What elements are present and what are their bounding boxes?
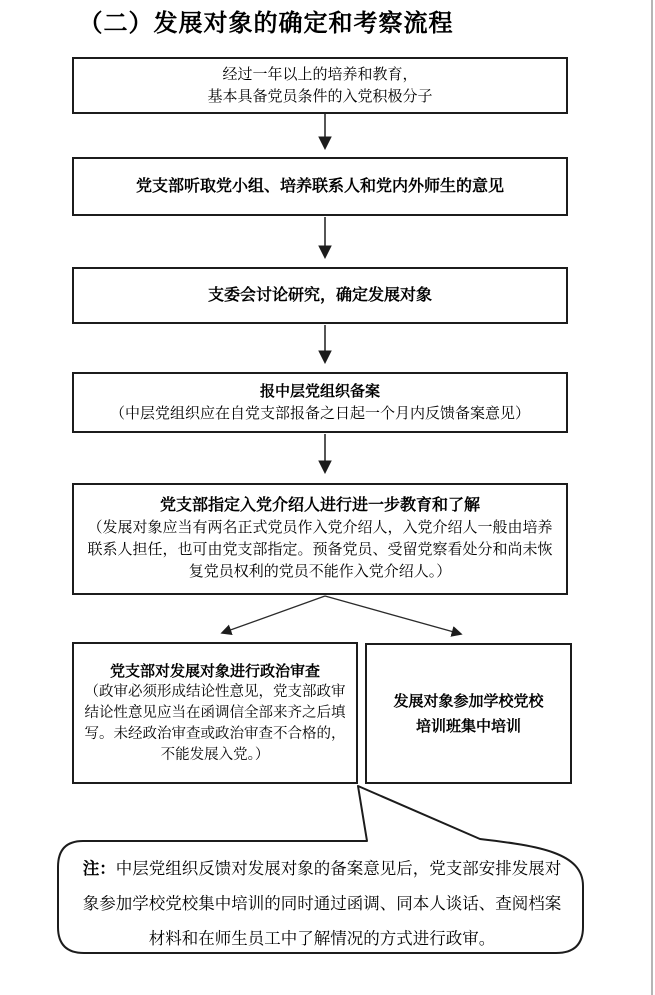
arrow-step5-school-training [325, 596, 461, 634]
flow-box-committee-discussion [72, 267, 568, 324]
flow-box-school-training [365, 643, 572, 784]
note-callout-text [76, 852, 568, 957]
flow-box-candidate-line1: 经过一年以上的培养和教育， [222, 65, 418, 83]
flow-box-introducers [72, 483, 568, 595]
flow-box-school-training-line2: 培训班集中培训 [415, 717, 521, 735]
flow-box-report-filing-title: 报中层党组织备案 [259, 382, 380, 400]
note-callout-body: 中层党组织反馈对发展对象的备案意见后，党支部安排发展对象参加学校党校集中培训的同时通过函调、同本人谈话、查阅档案材料和在师生员工中了解情况的方式进行政审。 [82, 860, 562, 948]
flow-box-candidate [72, 57, 568, 114]
flow-box-school-training-line1: 发展对象参加学校党校 [393, 692, 544, 710]
flow-box-listen-opinions-text: 党支部听取党小组、培养联系人和党内外师生的意见 [135, 177, 504, 195]
flow-box-political-review-note: （政审必须形成结论性意见，党支部政审结论性意见应当在函调信全部来齐之后填写。未经政治审查或政治审查不合格的，不能发展入党。） [84, 683, 346, 763]
page-title: （二）发展对象的确定和考察流程 [78, 10, 454, 37]
flow-box-report-filing [72, 372, 568, 433]
flow-box-report-filing-note: （中层党组织应在自党支部报备之日起一个月内反馈备案意见） [109, 404, 530, 422]
flow-box-political-review-title: 党支部对发展对象进行政治审查 [109, 662, 320, 680]
arrow-step5-political-review [222, 596, 325, 633]
flow-box-candidate-line2: 基本具备党员条件的入党积极分子 [207, 87, 433, 105]
flow-box-committee-discussion-text: 支委会讨论研究，确定发展对象 [207, 286, 432, 304]
flow-box-listen-opinions [72, 157, 568, 216]
flow-box-political-review [72, 642, 358, 784]
flow-box-introducers-title: 党支部指定入党介绍人进行进一步教育和了解 [159, 497, 480, 514]
note-callout-label: 注： [82, 860, 116, 878]
flow-box-introducers-note: （发展对象应当有两名正式党员作入党介绍人，入党介绍人一般由培养联系人担任，也可由党支部指定。预备党员、受留党察看处分和尚未恢复党员权利的党员不能作入党介绍人。） [87, 519, 553, 580]
